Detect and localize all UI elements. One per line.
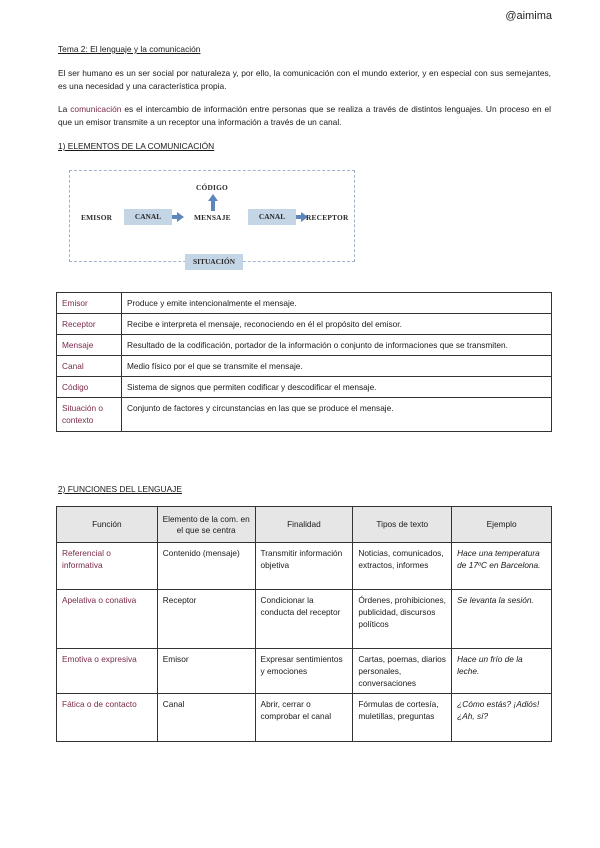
diagram-situacion: SITUACIÓN xyxy=(185,254,243,270)
section-heading-functions: 2) FUNCIONES DEL LENGUAJE xyxy=(58,484,182,494)
intro-paragraph: El ser humano es un ser social por naturaleza y, por ello, la comunicación con el mundo exterior, y en especial con sus semejantes, es una necesidad y una característica propia. xyxy=(58,68,551,91)
element-term: Código xyxy=(57,377,122,398)
header-elemento: Elemento de la com. en el que se centra xyxy=(157,507,255,543)
element-description: Sistema de signos que permiten codificar y descodificar el mensaje. xyxy=(122,377,552,398)
header-ejemplo: Ejemplo xyxy=(452,507,552,543)
table-row xyxy=(57,356,552,377)
definition-after: es el intercambio de información entre personas que se realiza a través de distintos lenguajes. Un proceso en el que un emisor transmite a un receptor una información a través de un canal. xyxy=(58,104,551,127)
functions-table xyxy=(56,506,552,742)
function-element: Contenido (mensaje) xyxy=(157,543,255,590)
function-purpose: Expresar sentimientos y emociones xyxy=(255,649,353,694)
table-row xyxy=(57,590,552,649)
function-name: Emotiva o expresiva xyxy=(57,649,158,694)
elements-table xyxy=(56,292,552,432)
diagram-codigo: CÓDIGO xyxy=(196,183,228,192)
header-finalidad: Finalidad xyxy=(255,507,353,543)
diagram-receptor: RECEPTOR xyxy=(306,213,349,222)
function-types: Fórmulas de cortesía, muletillas, preguntas xyxy=(353,694,452,742)
table-row xyxy=(57,649,552,694)
element-description: Resultado de la codificación, portador de la información o conjunto de informaciones que se transmiten. xyxy=(122,335,552,356)
function-element: Receptor xyxy=(157,590,255,649)
diagram-mensaje: MENSAJE xyxy=(194,213,231,222)
table-row xyxy=(57,543,552,590)
arrow-shaft-up xyxy=(211,201,215,211)
watermark: @aimima xyxy=(505,10,552,22)
element-description: Conjunto de factores y circunstancias en las que se produce el mensaje. xyxy=(122,398,552,432)
table-row xyxy=(57,335,552,356)
table-row xyxy=(57,377,552,398)
definition-paragraph xyxy=(58,103,551,128)
function-purpose: Abrir, cerrar o comprobar el canal xyxy=(255,694,353,742)
function-purpose: Condicionar la conducta del receptor xyxy=(255,590,353,649)
table-row xyxy=(57,694,552,742)
definition-before: La xyxy=(58,104,71,114)
element-term: Canal xyxy=(57,356,122,377)
arrow-right-icon xyxy=(177,212,184,222)
header-tipos: Tipos de texto xyxy=(353,507,452,543)
element-description: Produce y emite intencionalmente el mensaje. xyxy=(122,293,552,314)
definition-keyword: comunicación xyxy=(70,104,122,114)
table-header-row xyxy=(57,507,552,543)
page-title: Tema 2: El lenguaje y la comunicación xyxy=(58,44,201,54)
function-example: Hace una temperatura de 17ºC en Barcelona. xyxy=(452,543,552,590)
function-example: Hace un frío de la leche. xyxy=(452,649,552,694)
function-example: Se levanta la sesión. xyxy=(452,590,552,649)
function-name: Apelativa o conativa xyxy=(57,590,158,649)
element-term: Mensaje xyxy=(57,335,122,356)
table-row xyxy=(57,314,552,335)
element-term: Emisor xyxy=(57,293,122,314)
diagram-canal-1: CANAL xyxy=(124,209,172,225)
header-funcion: Función xyxy=(57,507,158,543)
section-heading-elements: 1) ELEMENTOS DE LA COMUNICACIÓN xyxy=(58,141,215,151)
element-description: Medio físico por el que se transmite el mensaje. xyxy=(122,356,552,377)
function-name: Fática o de contacto xyxy=(57,694,158,742)
function-types: Cartas, poemas, diarios personales, conversaciones xyxy=(353,649,452,694)
element-term: Situación o contexto xyxy=(57,398,122,432)
table-row xyxy=(57,398,552,432)
function-purpose: Transmitir información objetiva xyxy=(255,543,353,590)
function-element: Emisor xyxy=(157,649,255,694)
function-element: Canal xyxy=(157,694,255,742)
element-description: Recibe e interpreta el mensaje, reconociendo en él el propósito del emisor. xyxy=(122,314,552,335)
table-row xyxy=(57,293,552,314)
diagram-emisor: EMISOR xyxy=(81,213,113,222)
arrow-up-icon xyxy=(208,194,218,201)
communication-diagram xyxy=(69,170,355,266)
function-types: Noticias, comunicados, extractos, informes xyxy=(353,543,452,590)
function-name: Referencial o informativa xyxy=(57,543,158,590)
element-term: Receptor xyxy=(57,314,122,335)
diagram-canal-2: CANAL xyxy=(248,209,296,225)
function-example: ¿Cómo estás? ¡Adiós! ¿Ah, sí? xyxy=(452,694,552,742)
function-types: Órdenes, prohibiciones, publicidad, discursos políticos xyxy=(353,590,452,649)
